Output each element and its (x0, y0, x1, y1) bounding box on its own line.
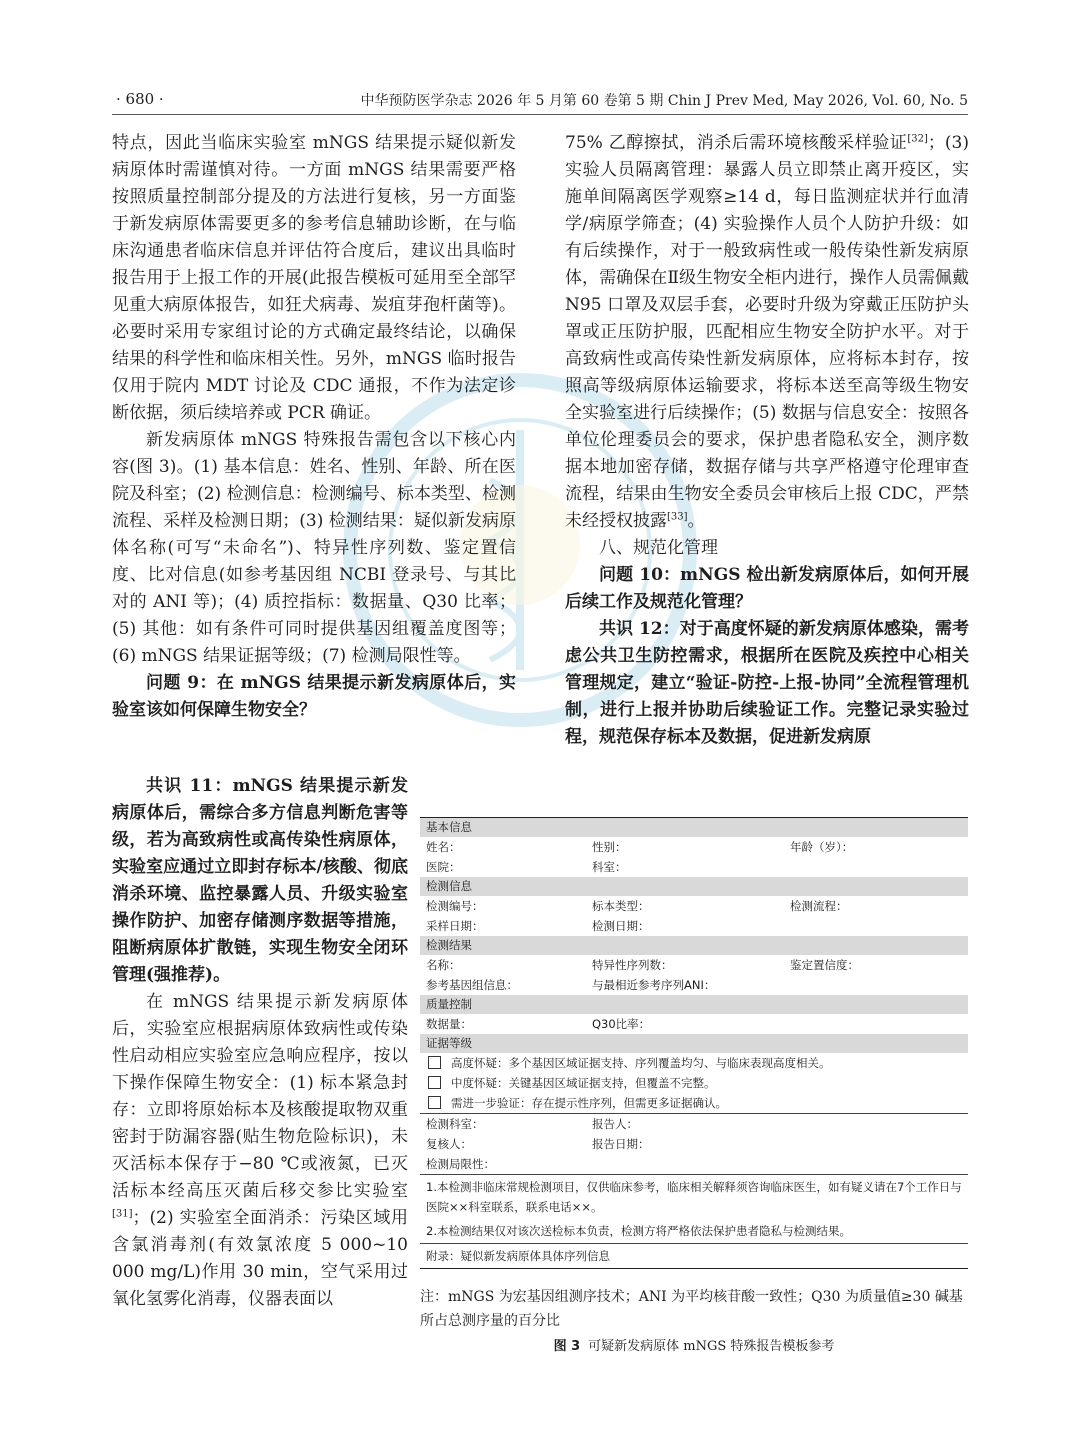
evidence-high-row (420, 1053, 968, 1073)
qc-header: 质量控制 (420, 995, 968, 1014)
consensus-12: 共识 12：对于高度怀疑的新发病原体感染，需考虑公共卫生防控需求，根据所在医院及疾控中心相关管理规定，建立“验证-防控-上报-协同”全流程管理机制，进行上报并协助后续验证工作。完整记录实验过程，规范保存标本及数据，促进新发病原 (565, 619, 969, 747)
figure-label: 图 3 (553, 1339, 581, 1354)
field-report-date: 报告日期： (592, 1137, 650, 1151)
test-info-header: 检测信息 (420, 877, 968, 896)
field-test-date: 检测日期： (592, 919, 650, 933)
question-10: 问题 10：mNGS 检出新发病原体后，如何开展后续工作及规范化管理？ (565, 565, 969, 612)
field-confidence: 鉴定置信度： (790, 958, 859, 972)
section-heading-8: 八、规范化管理 (599, 538, 718, 558)
left-paragraph-2: 新发病原体 mNGS 特殊报告需包含以下核心内容(图 3)。(1) 基本信息：姓名、性别、年龄、所在医院及科室；(2) 检测信息：检测编号、标本类型、检测流程、采样及检测日期；(3) 检测结果：疑似新发病原体名称(可写“未命名”)、特异性序列数、鉴定置信度、比对信息(如参考基因组 NCBI 登录号、与其比对的 ANI 等)；(4) 质控指标：数据量、Q30 比率；(5) 其他：如有条件可同时提供基因组覆盖度图等；(6) mNGS 结果证据等级；(7) 检测局限性等。 (112, 430, 516, 666)
evidence-low-row (420, 1093, 968, 1113)
field-age: 年龄（岁）： (790, 840, 854, 854)
right-column (565, 130, 969, 751)
consensus-11: 共识 11：mNGS 结果提示新发病原体后，需综合多方信息判断危害等级，若为高致病性或高传染性病原体，实验室应通过立即封存标本/核酸、彻底消杀环境、监控暴露人员、升级实验室操作防护、加密存储测序数据等措施，阻断病原体扩散链，实现生物安全闭环管理(强推荐)。 (112, 776, 408, 985)
field-name: 姓名： (426, 840, 461, 854)
left-narrow-column (112, 773, 408, 1313)
rp1-text-c: 。 (687, 511, 705, 531)
field-pathogen-name: 名称： (426, 958, 461, 972)
rp1-text-a: 75% 乙醇擦拭，消杀后需环境核酸采样验证 (565, 133, 908, 153)
field-specific-reads: 特异性序列数： (592, 958, 673, 972)
ref-33[interactable]: [33] (667, 511, 688, 523)
basic-info-header: 基本信息 (420, 818, 968, 837)
checkbox-low[interactable] (428, 1096, 441, 1109)
ref-31[interactable]: [31] (112, 1208, 133, 1220)
field-sex: 性别： (592, 840, 627, 854)
footer-row-1 (420, 1114, 968, 1134)
evidence-low: 需进一步验证：存在提示性序列，但需更多证据确认。 (451, 1096, 727, 1110)
report-template-figure (420, 817, 968, 1269)
field-sample-type: 标本类型： (592, 899, 650, 913)
field-reference-genome: 参考基因组信息： (426, 978, 518, 992)
checkbox-mid[interactable] (428, 1076, 441, 1089)
result-row-1 (420, 955, 968, 975)
test-row-1 (420, 896, 968, 916)
p3-text-a: 在 mNGS 结果提示新发病原体后，实验室应根据病原体致病性或传染性启动相应实验室应急响应程序，按以下操作保障生物安全：(1) 标本紧急封存：立即将原始标本及核酸提取物双重密封于防漏容器(贴生物危险标识)，未灭活标本保存于−80 ℃或液氮，已灭活标本经高压灭菌后移交参比实验室 (112, 992, 408, 1201)
ref-32[interactable]: [32] (907, 133, 928, 145)
page-number: · 680 · (116, 90, 164, 108)
field-test-flow: 检测流程： (790, 899, 848, 913)
footer-row-2 (420, 1134, 968, 1154)
page-header (112, 84, 968, 115)
field-q30: Q30比率： (592, 1017, 651, 1031)
left-paragraph-3 (112, 989, 408, 1313)
field-lab: 检测科室： (426, 1117, 484, 1131)
left-paragraph-1: 特点，因此当临床实验室 mNGS 结果提示疑似新发病原体时需谨慎对待。一方面 mNGS 结果需要严格按照质量控制部分提及的方法进行复核，另一方面鉴于新发病原体需要更多的参考信息辅助诊断，在与临床沟通患者临床信息并评估符合度后，建议出具临时报告用于上报工作的开展(此报告模板可延用至全部罕见重大病原体报告，如狂犬病毒、炭疽芽孢杆菌等)。必要时采用专家组讨论的方式确定最终结论，以确保结果的科学性和临床相关性。另外，mNGS 临时报告仅用于院内 MDT 讨论及 CDC 通报，不作为法定诊断依据，须后续培养或 PCR 确证。 (112, 133, 516, 423)
test-row-2 (420, 916, 968, 936)
result-row-2 (420, 975, 968, 995)
field-limitations: 检测局限性： (426, 1157, 495, 1171)
evidence-mid-row (420, 1073, 968, 1093)
field-test-id: 检测编号： (426, 899, 484, 913)
field-reviewer: 复核人： (426, 1137, 472, 1151)
field-reporter: 报告人： (592, 1117, 638, 1131)
left-column (112, 130, 516, 724)
field-dept: 科室： (592, 860, 627, 874)
result-header: 检测结果 (420, 936, 968, 955)
evidence-mid: 中度怀疑：关键基因区域证据支持，但覆盖不完整。 (451, 1076, 716, 1090)
footer-row-3 (420, 1154, 968, 1174)
template-appendix: 附录：疑似新发病原体具体序列信息 (426, 1249, 610, 1263)
rp1-text-b: ；(3) 实验人员隔离管理：暴露人员立即禁止离开疫区，实施单间隔离医学观察≥14 d，每日监测症状并行血清学/病原学筛查；(4) 实验操作人员个人防护升级：如有后续操作，对于一般致病性或一般传染性新发病原体，需确保在Ⅱ级生物安全柜内进行，操作人员需佩戴 N95 口罩及双层手套，必要时升级为穿戴正压防护头罩或正压防护服，匹配相应生物安全防护水平。对于高致病性或高传染性新发病原体，应将标本封存，按照高等级病原体运输要求，将标本送至高等级生物安全实验室进行后续操作；(5) 数据与信息安全：按照各单位伦理委员会的要求，保护患者隐私安全，测序数据本地加密存储，数据存储与共享严格遵守伦理审查流程，结果由生物安全委员会审核后上报 CDC，严禁未经授权披露 (565, 133, 969, 531)
field-hospital: 医院： (426, 860, 461, 874)
checkbox-high[interactable] (428, 1056, 441, 1069)
field-ani: 与最相近参考序列ANI： (592, 978, 716, 992)
evidence-high: 高度怀疑：多个基因区域证据支持、序列覆盖均匀、与临床表现高度相关。 (451, 1056, 831, 1070)
figure-title: 可疑新发病原体 mNGS 特殊报告模板参考 (588, 1339, 835, 1354)
evidence-header: 证据等级 (420, 1034, 968, 1053)
field-data-volume: 数据量： (426, 1017, 472, 1031)
basic-row-1 (420, 837, 968, 857)
journal-citation: 中华预防医学杂志 2026 年 5 月第 60 卷第 5 期 Chin J Prev Med, May 2026, Vol. 60, No. 5 (360, 93, 968, 109)
figure-caption (420, 1335, 968, 1354)
template-note-1: 1.本检测非临床常规检测项目，仅供临床参考，临床相关解释须咨询临床医生，如有疑义请在7个工作日与医院××科室联系，联系电话××。 (426, 1180, 962, 1214)
field-sampling-date: 采样日期： (426, 919, 484, 933)
p3-text-b: ；(2) 实验室全面消杀：污染区域用含氯消毒剂(有效氯浓度 5 000~10 000 mg/L)作用 30 min，空气采用过氧化氢雾化消毒，仪器表面以 (112, 1208, 408, 1309)
basic-row-2 (420, 857, 968, 877)
question-9: 问题 9：在 mNGS 结果提示新发病原体后，实验室该如何保障生物安全？ (112, 673, 516, 720)
right-paragraph-1 (565, 130, 969, 535)
qc-row (420, 1014, 968, 1034)
template-note-2: 2.本检测结果仅对该次送检标本负责，检测方将严格依法保护患者隐私与检测结果。 (426, 1224, 851, 1238)
figure-footnote: 注：mNGS 为宏基因组测序技术；ANI 为平均核苷酸一致性；Q30 为质量值≥30 碱基所占总测序量的百分比 (420, 1289, 963, 1329)
